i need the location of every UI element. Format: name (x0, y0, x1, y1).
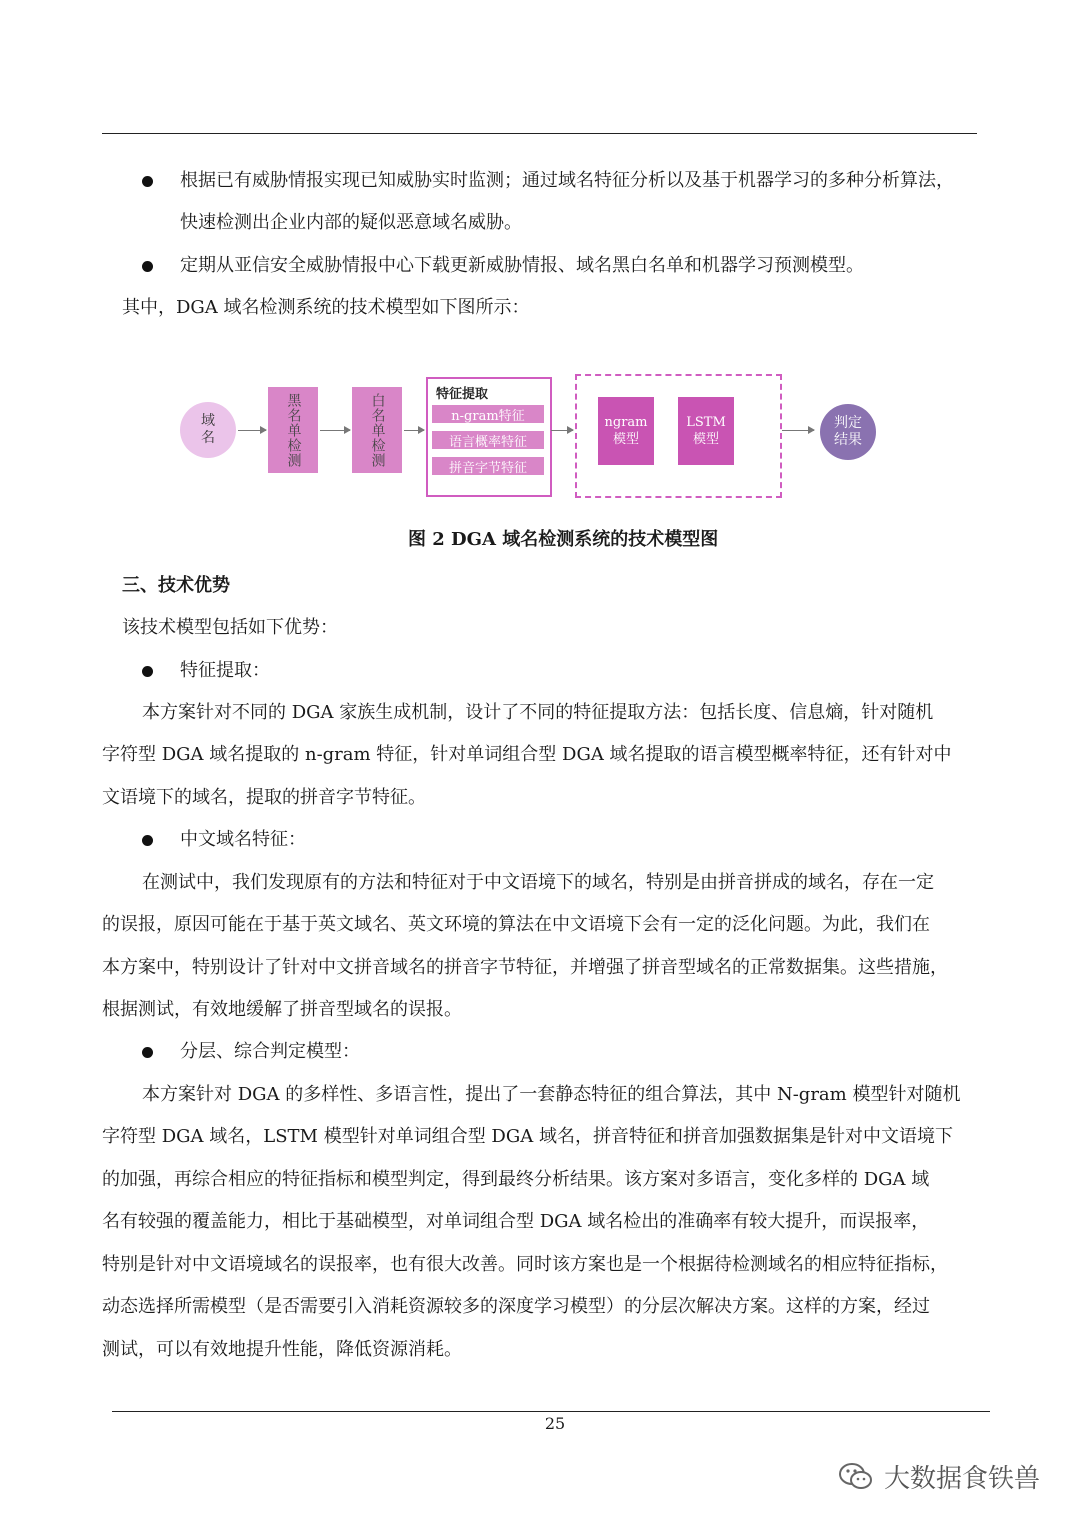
lstm-model-box (678, 397, 734, 465)
paragraph-line: 字符型 DGA 域名，LSTM 模型针对单词组合型 DGA 域名，拼音特征和拼音加强数据集是针对中文语境下 (102, 1126, 953, 1147)
paragraph-line: 本方案中，特别设计了针对中文拼音域名的拼音字节特征，并增强了拼音型域名的正常数据集。这些措施， (102, 957, 948, 978)
wechat-icon (838, 1462, 874, 1492)
feature-language-prob: 语言概率特征 (432, 431, 544, 449)
arrow (551, 430, 573, 431)
feature-pinyin-bytes: 拼音字节特征 (432, 457, 544, 475)
ngram-model-box (598, 397, 654, 465)
arrow (320, 430, 350, 431)
watermark (838, 1458, 1040, 1495)
figure-caption: 图 2 DGA 域名检测系统的技术模型图 (408, 529, 719, 550)
paragraph-line: 字符型 DGA 域名提取的 n-gram 特征，针对单词组合型 DGA 域名提取的语言模型概率特征，还有针对中 (102, 744, 952, 765)
input-domain-label: 域名 (201, 413, 215, 446)
paragraph-line: 名有较强的覆盖能力，相比于基础模型，对单词组合型 DGA 域名检出的准确率有较大提升，而误报率， (102, 1211, 930, 1232)
paragraph-line: 在测试中，我们发现原有的方法和特征对于中文语境下的域名，特别是由拼音拼成的域名，存在一定 (142, 872, 934, 893)
output-result-label: 判定结果 (834, 415, 862, 448)
bullet-dot (142, 176, 153, 187)
ngram-model-label: ngram 模型 (604, 415, 648, 447)
feature-ngram: n-gram特征 (432, 405, 544, 423)
blacklist-check-box (268, 387, 318, 473)
arrow (782, 430, 814, 431)
bullet-dot (142, 835, 153, 846)
item-heading: 中文域名特征： (180, 829, 306, 850)
paragraph-line: 文语境下的域名，提取的拼音字节特征。 (102, 787, 426, 808)
bullet-dot (142, 666, 153, 677)
bullet-text-continuation: 快速检测出企业内部的疑似恶意域名威胁。 (180, 212, 522, 233)
bullet-dot (142, 261, 153, 272)
header-rule (102, 133, 977, 134)
paragraph-line: 本方案针对不同的 DGA 家族生成机制，设计了不同的特征提取方法：包括长度、信息熵，针对随机 (142, 702, 934, 723)
intro-paragraph: 其中，DGA 域名检测系统的技术模型如下图所示： (122, 297, 530, 318)
paragraph-line: 动态选择所需模型（是否需要引入消耗资源较多的深度学习模型）的分层次解决方案。这样的方案，经过 (102, 1296, 930, 1317)
page-number: 25 (544, 1414, 566, 1433)
output-result-node (820, 404, 876, 460)
arrow (404, 430, 424, 431)
arrow (238, 430, 266, 431)
paragraph-line: 的误报，原因可能在于基于英文域名、英文环境的算法在中文语境下会有一定的泛化问题。为此，我们在 (102, 914, 930, 935)
feature-extraction-title: 特征提取 (436, 387, 489, 402)
paragraph-line: 特别是针对中文语境域名的误报率，也有很大改善。同时该方案也是一个根据待检测域名的相应特征指标， (102, 1254, 948, 1275)
paragraph-line: 根据测试，有效地缓解了拼音型域名的误报。 (102, 999, 462, 1020)
dga-model-diagram (170, 370, 890, 500)
watermark-text: 大数据食铁兽 (884, 1464, 1041, 1494)
input-domain-node (180, 402, 236, 458)
paragraph-line: 本方案针对 DGA 的多样性、多语言性，提出了一套静态特征的组合算法，其中 N-gram 模型针对随机 (142, 1084, 961, 1105)
blacklist-check-label: 黑名单检测 (285, 392, 302, 468)
item-heading: 特征提取： (180, 660, 270, 681)
footer-rule (112, 1411, 990, 1412)
model-frame (575, 374, 782, 498)
bullet-text: 根据已有威胁情报实现已知威胁实时监测；通过域名特征分析以及基于机器学习的多种分析算法， (180, 170, 954, 191)
lstm-model-label: LSTM 模型 (686, 415, 726, 447)
item-heading: 分层、综合判定模型： (180, 1041, 360, 1062)
whitelist-check-label: 白名单检测 (369, 392, 386, 468)
section-intro: 该技术模型包括如下优势： (122, 617, 338, 638)
paragraph-line: 的加强，再综合相应的特征指标和模型判定，得到最终分析结果。该方案对多语言，变化多样的 DGA 域 (102, 1169, 930, 1190)
bullet-text: 定期从亚信安全威胁情报中心下载更新威胁情报、域名黑白名单和机器学习预测模型。 (180, 255, 864, 276)
bullet-dot (142, 1047, 153, 1058)
whitelist-check-box (352, 387, 402, 473)
paragraph-line: 测试，可以有效地提升性能，降低资源消耗。 (102, 1339, 462, 1360)
section-title: 三、技术优势 (122, 575, 230, 596)
feature-extraction-frame (426, 377, 552, 497)
